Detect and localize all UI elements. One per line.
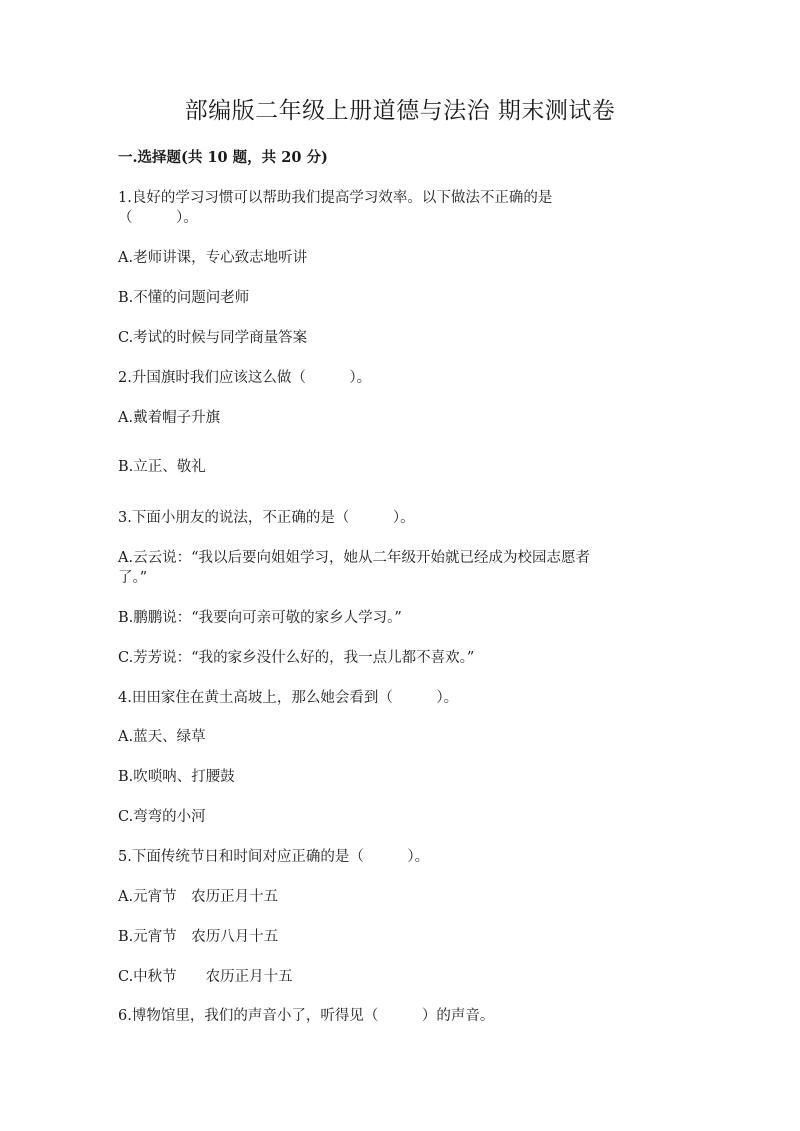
question-1-option-b: B.不懂的问题问老师 [118, 290, 250, 306]
question-6-stem: 6.博物馆里，我们的声音小了，听得见（ ）的声音。 [118, 1008, 495, 1024]
question-1-option-a: A.老师讲课，专心致志地听讲 [118, 250, 308, 266]
question-1-option-c: C.考试的时候与同学商量答案 [118, 330, 308, 346]
question-3-option-a-continued: 了。” [118, 570, 148, 586]
question-4-stem: 4.田田家住在黄土高坡上，那么她会看到（ ）。 [118, 690, 459, 706]
question-2-option-a: A.戴着帽子升旗 [118, 410, 221, 426]
question-3-option-b: B.鹏鹏说：“我要向可亲可敬的家乡人学习。” [118, 610, 402, 626]
question-4-option-b: B.吹唢呐、打腰鼓 [118, 769, 235, 785]
question-5-option-c: C.中秋节 农历正月十五 [118, 969, 293, 985]
question-4-option-a: A.蓝天、绿草 [118, 729, 206, 745]
question-2-stem: 2.升国旗时我们应该这么做（ ）。 [118, 370, 372, 386]
question-5-stem: 5.下面传统节日和时间对应正确的是（ ）。 [118, 849, 430, 865]
question-3-option-a: A.云云说：“我以后要向姐姐学习，她从二年级开始就已经成为校园志愿者 [118, 550, 590, 566]
section-heading: 一.选择题(共 10 题，共 20 分) [118, 149, 328, 166]
question-5-option-a: A.元宵节 农历正月十五 [118, 889, 279, 905]
question-4-option-c: C.弯弯的小河 [118, 809, 206, 825]
question-1-stem-continued: （ ）。 [118, 210, 198, 226]
question-3-option-c: C.芳芳说：“我的家乡没什么好的，我一点儿都不喜欢。” [118, 650, 475, 666]
question-1-stem: 1.良好的学习习惯可以帮助我们提高学习效率。以下做法不正确的是 [118, 190, 553, 206]
question-5-option-b: B.元宵节 农历八月十五 [118, 929, 279, 945]
question-2-option-b: B.立正、敬礼 [118, 459, 206, 475]
page-title: 部编版二年级上册道德与法治 期末测试卷 [184, 98, 616, 124]
question-3-stem: 3.下面小朋友的说法，不正确的是（ ）。 [118, 510, 415, 526]
